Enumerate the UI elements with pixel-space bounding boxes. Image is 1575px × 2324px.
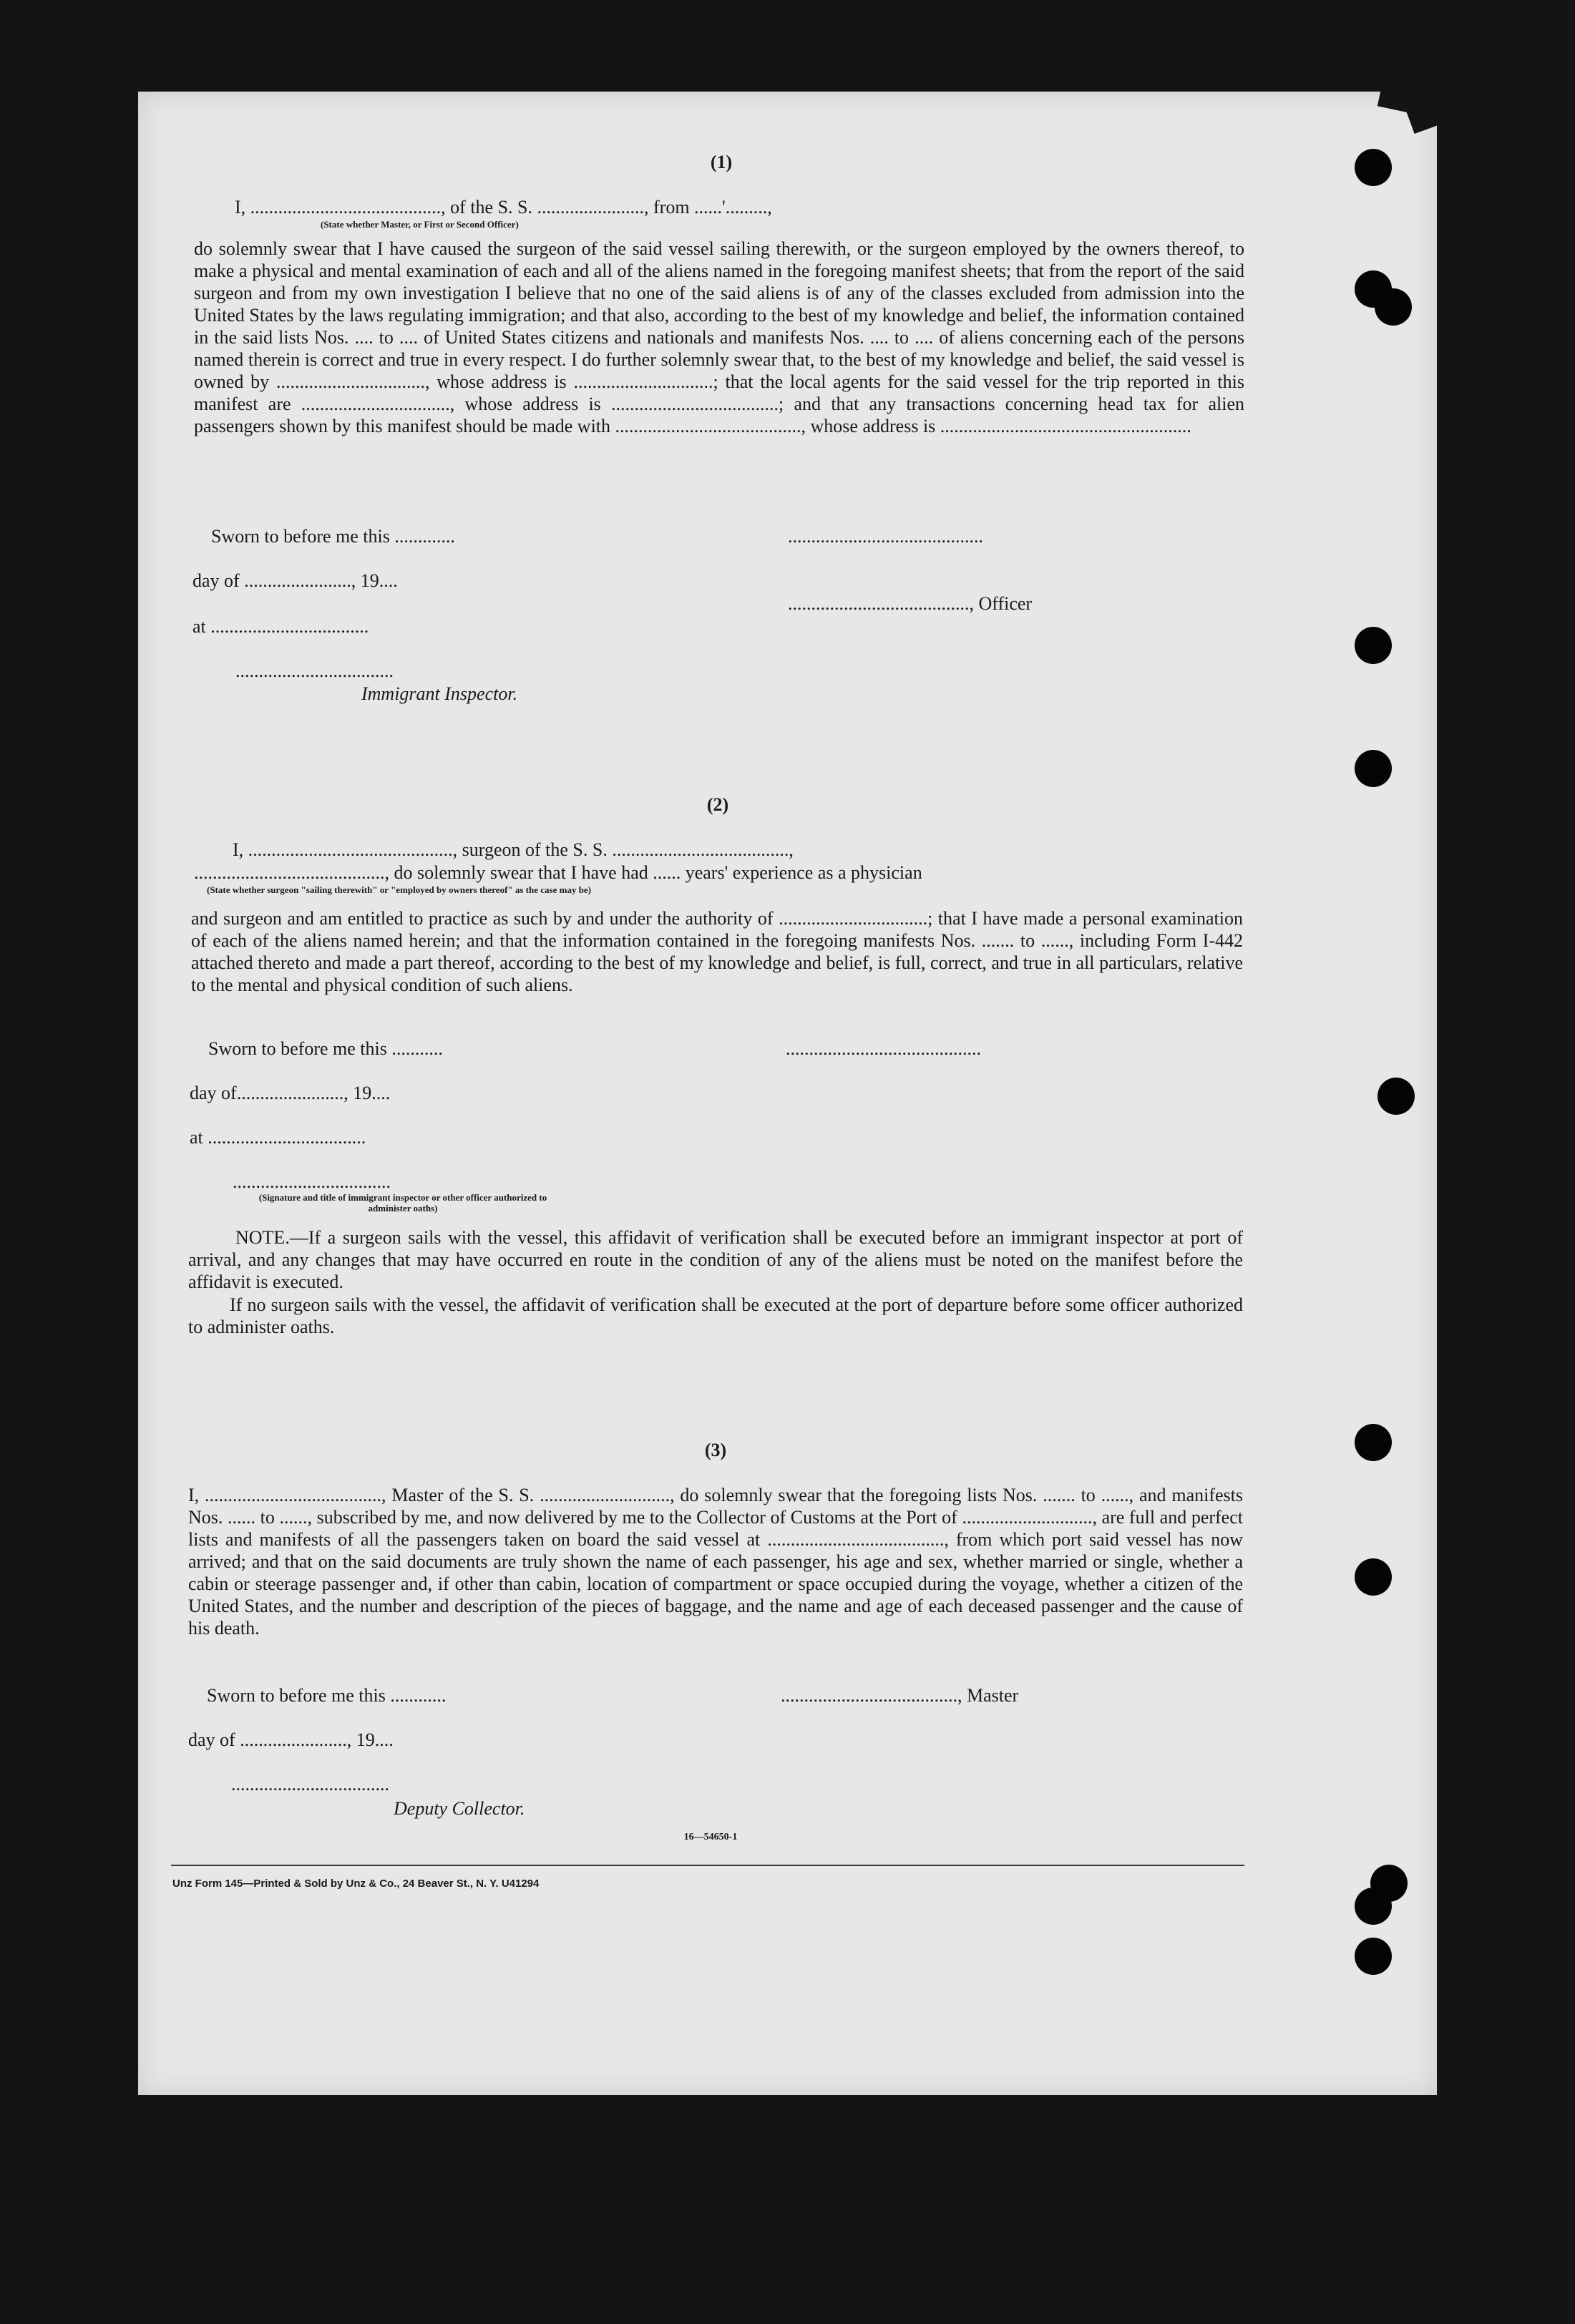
section-2-body: and surgeon and am entitled to practice as such by and under the authority of ................................; that I have made a personal examination of each of the aliens named herein; and that the information contained in the foregoing manifests Nos. ....... to ......, including Form I-442 attached thereto and made a part thereof, according to the best of my knowledge and belief, is full, correct, and true in all particulars, relative to the mental and physical condition of such aliens.	[191, 908, 1243, 995]
section-1-opening: I, ........................................., of the S. S. ......................., from ......'.........,	[235, 197, 772, 218]
section-3-body: I, ......................................, Master of the S. S. ............................, do solemnly swear that the foregoing lists Nos. ....... to ......, and manifests Nos. ...... to ......, subscribed by me, and now delivered by me to the Collector of Customs at the Port of ............................, are full and perfect lists and manifests of all the passengers taken on board the said vessel at ......................................, from which port said vessel has now arrived; and that on the said documents are truly shown the name of each passenger, his age and sex, whether married or single, whether a cabin or steerage passenger and, if other than cabin, location of compartment or space occupied during the voyage, whether a citizen of the United States, and the number and description of the pieces of baggage, and the name and age of each deceased passenger and the cause of his death.	[188, 1485, 1243, 1639]
section-2-day: day of......................., 19....	[190, 1083, 391, 1103]
note-label: NOTE.—If a surgeon sails with the vessel, this affidavit of verification shall be executed before an immigrant inspector at port of arrival, and any changes that may have occurred en route in the condition of any of the aliens must be noted on the manifest before the affidavit is executed.	[188, 1227, 1243, 1292]
section-1-officer-line: ......................................., Officer	[788, 593, 1033, 614]
punch-hole	[1355, 1558, 1392, 1596]
section-1-note: (State whether Master, or First or Second Officer)	[321, 219, 519, 230]
section-2-sig-dots: ..................................	[233, 1171, 391, 1192]
section-2-sig-note: (Signature and title of immigrant inspector or other officer authorized to administer oaths)	[258, 1192, 547, 1214]
form-number-label: 16—54650-1	[683, 1832, 738, 1842]
section-2-note-para1	[188, 1226, 1243, 1293]
punch-hole	[1355, 1424, 1392, 1461]
punch-hole	[1377, 1078, 1415, 1115]
section-1-sworn: Sworn to before me this .............	[211, 526, 455, 547]
section-2-opening: I, ............................................, surgeon of the S. S. ......................................,	[233, 839, 794, 860]
punch-hole	[1375, 288, 1412, 326]
section-1-right-dots: ..........................................	[788, 526, 983, 547]
section-3-master-line: ......................................, Master	[781, 1685, 1019, 1706]
section-2-note: (State whether surgeon "sailing therewith" or "employed by owners thereof" as the case may be)	[207, 884, 592, 895]
section-2-note-para2: If no surgeon sails with the vessel, the affidavit of verification shall be executed at the port of departure before some officer authorized to administer oaths.	[188, 1294, 1243, 1337]
section-1-day: day of ......................., 19....	[192, 570, 398, 591]
section-1-sig-label: Immigrant Inspector.	[361, 683, 518, 704]
manifest-page	[138, 92, 1437, 2095]
section-3-sworn: Sworn to before me this ............	[207, 1685, 447, 1706]
section-2-at: at ..................................	[190, 1127, 366, 1148]
section-1-number: (1)	[710, 152, 733, 172]
section-2-sworn: Sworn to before me this ...........	[208, 1038, 443, 1059]
punch-hole	[1355, 750, 1392, 787]
section-2-right-dots: ..........................................	[786, 1038, 981, 1059]
section-2-line2: ........................................., do solemnly swear that I have had ...... years' experience as a physician	[194, 862, 922, 883]
punch-hole	[1355, 149, 1392, 186]
section-1-at: at ..................................	[192, 616, 369, 637]
footer-printer: Unz Form 145—Printed & Sold by Unz & Co., 24 Beaver St., N. Y. U41294	[172, 1878, 540, 1890]
section-3-sig-label: Deputy Collector.	[394, 1798, 525, 1819]
section-3-number: (3)	[704, 1440, 727, 1460]
punch-hole	[1355, 1938, 1392, 1975]
footer-rule	[171, 1865, 1244, 1866]
punch-hole	[1370, 1865, 1408, 1902]
section-3-sig-dots: ..................................	[231, 1774, 389, 1795]
section-1-body: do solemnly swear that I have caused the surgeon of the said vessel sailing therewith, or the surgeon employed by the owners thereof, to make a physical and mental examination of each and all of the aliens named in the foregoing manifest sheets; that from the report of the said surgeon and from my own investigation I believe that no one of the said aliens is of any of the classes excluded from admission into the United States by the laws regulating immigration; and that also, according to the best of my knowledge and belief, the information contained in the said lists Nos. .... to .... of United States citizens and nationals and manifests Nos. .... to .... of aliens concerning each of the persons named therein is correct and true in every respect. I do further solemnly swear that, to the best of my knowledge and belief, the said vessel is owned by ................................, whose address is ..............................; that the local agents for the said vessel for the trip reported in this manifest are ................................, whose address is ....................................; and that any transactions concerning head tax for alien passengers shown by this manifest should be made with ........................................, whose address is ......................................................	[194, 238, 1244, 436]
section-1-sig-dots: ..................................	[235, 660, 394, 681]
section-2-number: (2)	[706, 794, 729, 815]
punch-hole	[1355, 627, 1392, 664]
section-3-day: day of ......................., 19....	[188, 1729, 394, 1750]
